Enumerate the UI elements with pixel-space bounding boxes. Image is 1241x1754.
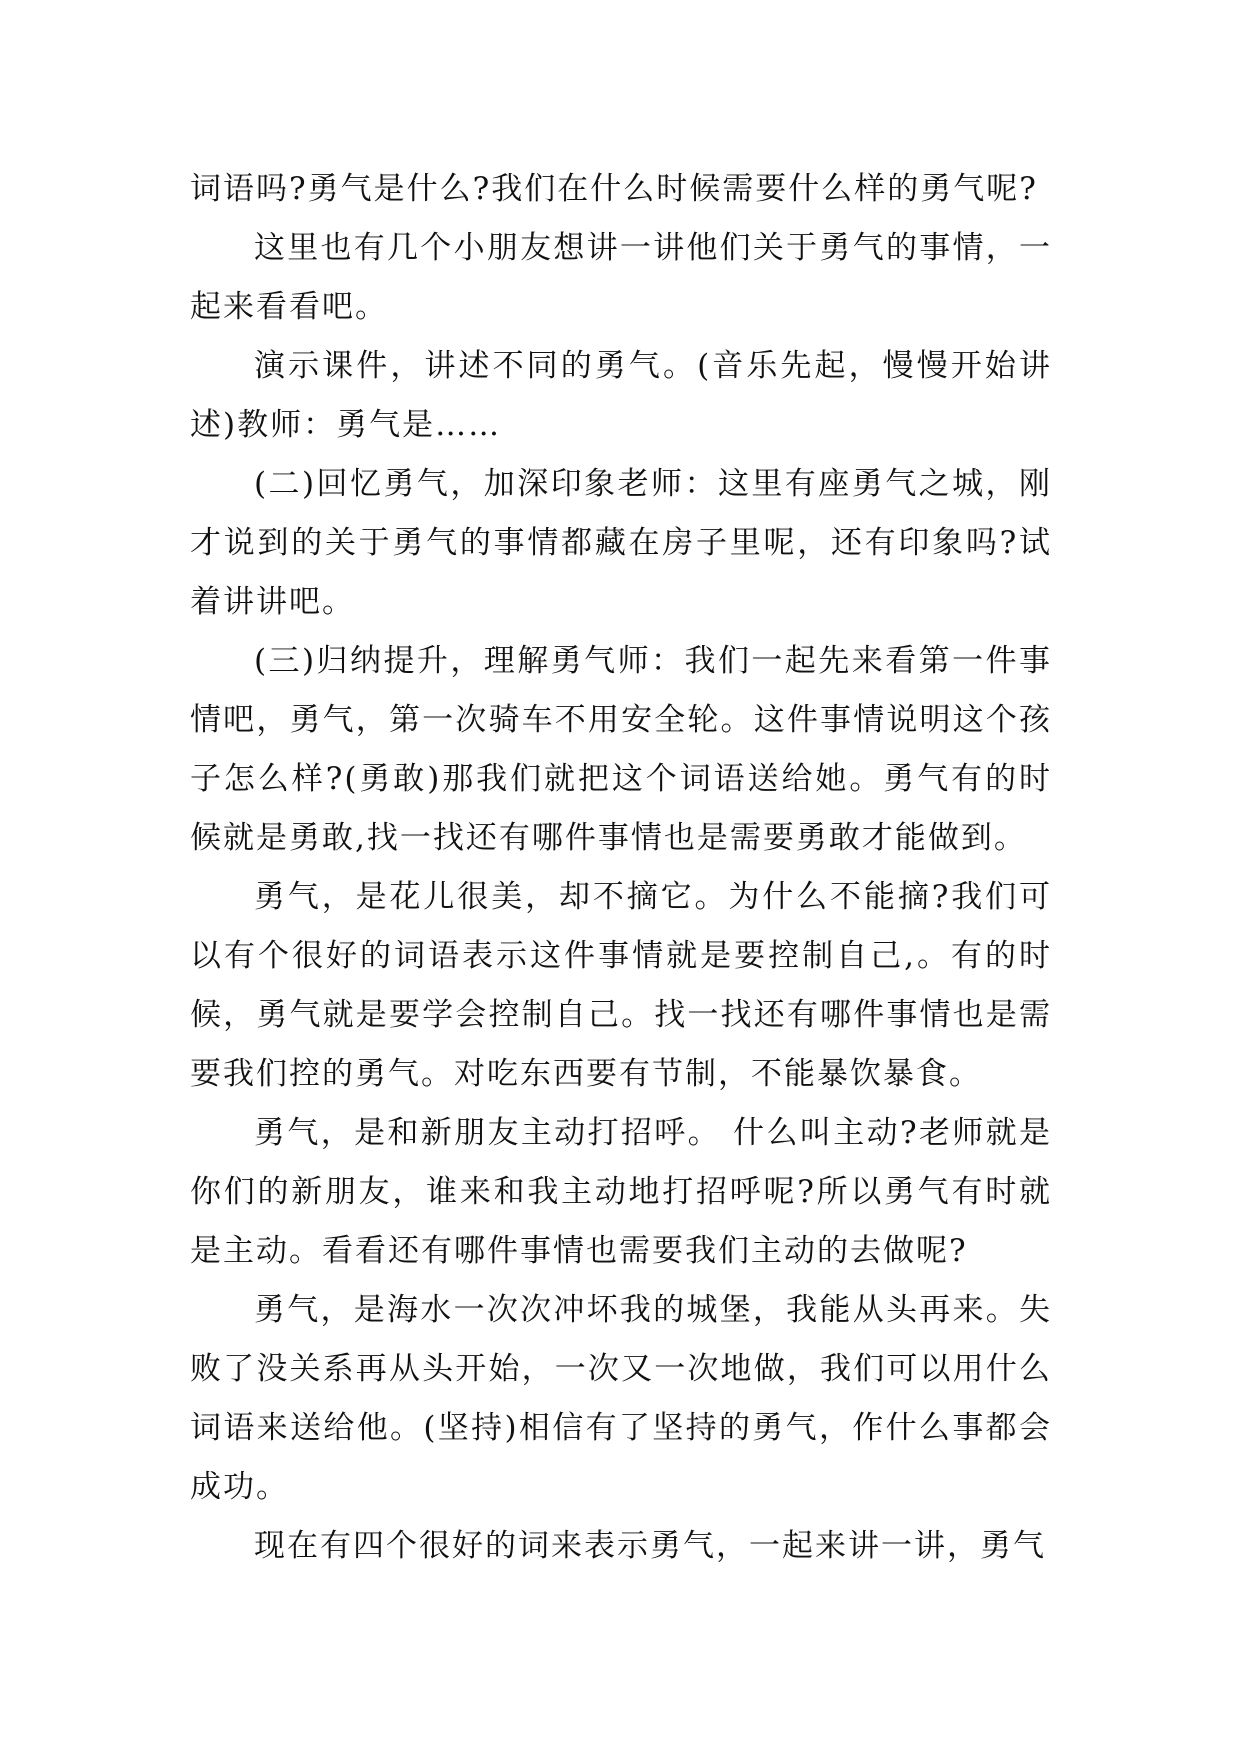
paragraph-8: 勇气，是海水一次次冲坏我的城堡，我能从头再来。失败了没关系再从头开始，一次又一次地做，我们可以用什么词语来送给他。(坚持)相信有了坚持的勇气，作什么事都会成功。 xyxy=(190,1292,1052,1505)
paragraph-1: 词语吗?勇气是什么?我们在什么时候需要什么样的勇气呢? xyxy=(190,171,1038,207)
paragraph-5: (三)归纳提升，理解勇气师：我们一起先来看第一件事情吧，勇气，第一次骑车不用安全轮。这件事情说明这个孩子怎么样?(勇敢)那我们就把这个词语送给她。勇气有的时候就是勇敢,找一找还有哪件事情也是需要勇敢才能做到。 xyxy=(190,643,1052,856)
paragraph-4: (二)回忆勇气，加深印象老师：这里有座勇气之城，刚才说到的关于勇气的事情都藏在房子里呢，还有印象吗?试着讲讲吧。 xyxy=(190,466,1052,620)
paragraph-3: 演示课件，讲述不同的勇气。(音乐先起，慢慢开始讲述)教师：勇气是…… xyxy=(190,348,1052,443)
paragraph-6: 勇气，是花儿很美，却不摘它。为什么不能摘?我们可以有个很好的词语表示这件事情就是要控制自己,。有的时候，勇气就是要学会控制自己。找一找还有哪件事情也是需要我们控的勇气。对吃东西要有节制，不能暴饮暴食。 xyxy=(190,879,1052,1092)
paragraph-7: 勇气，是和新朋友主动打招呼。 什么叫主动?老师就是你们的新朋友，谁来和我主动地打招呼呢?所以勇气有时就是主动。看看还有哪件事情也需要我们主动的去做呢? xyxy=(190,1115,1052,1269)
paragraph-2: 这里也有几个小朋友想讲一讲他们关于勇气的事情，一起来看看吧。 xyxy=(190,230,1052,325)
paragraph-9: 现在有四个很好的词来表示勇气，一起来讲一讲，勇气 xyxy=(254,1528,1046,1564)
document-page xyxy=(190,160,1052,1576)
